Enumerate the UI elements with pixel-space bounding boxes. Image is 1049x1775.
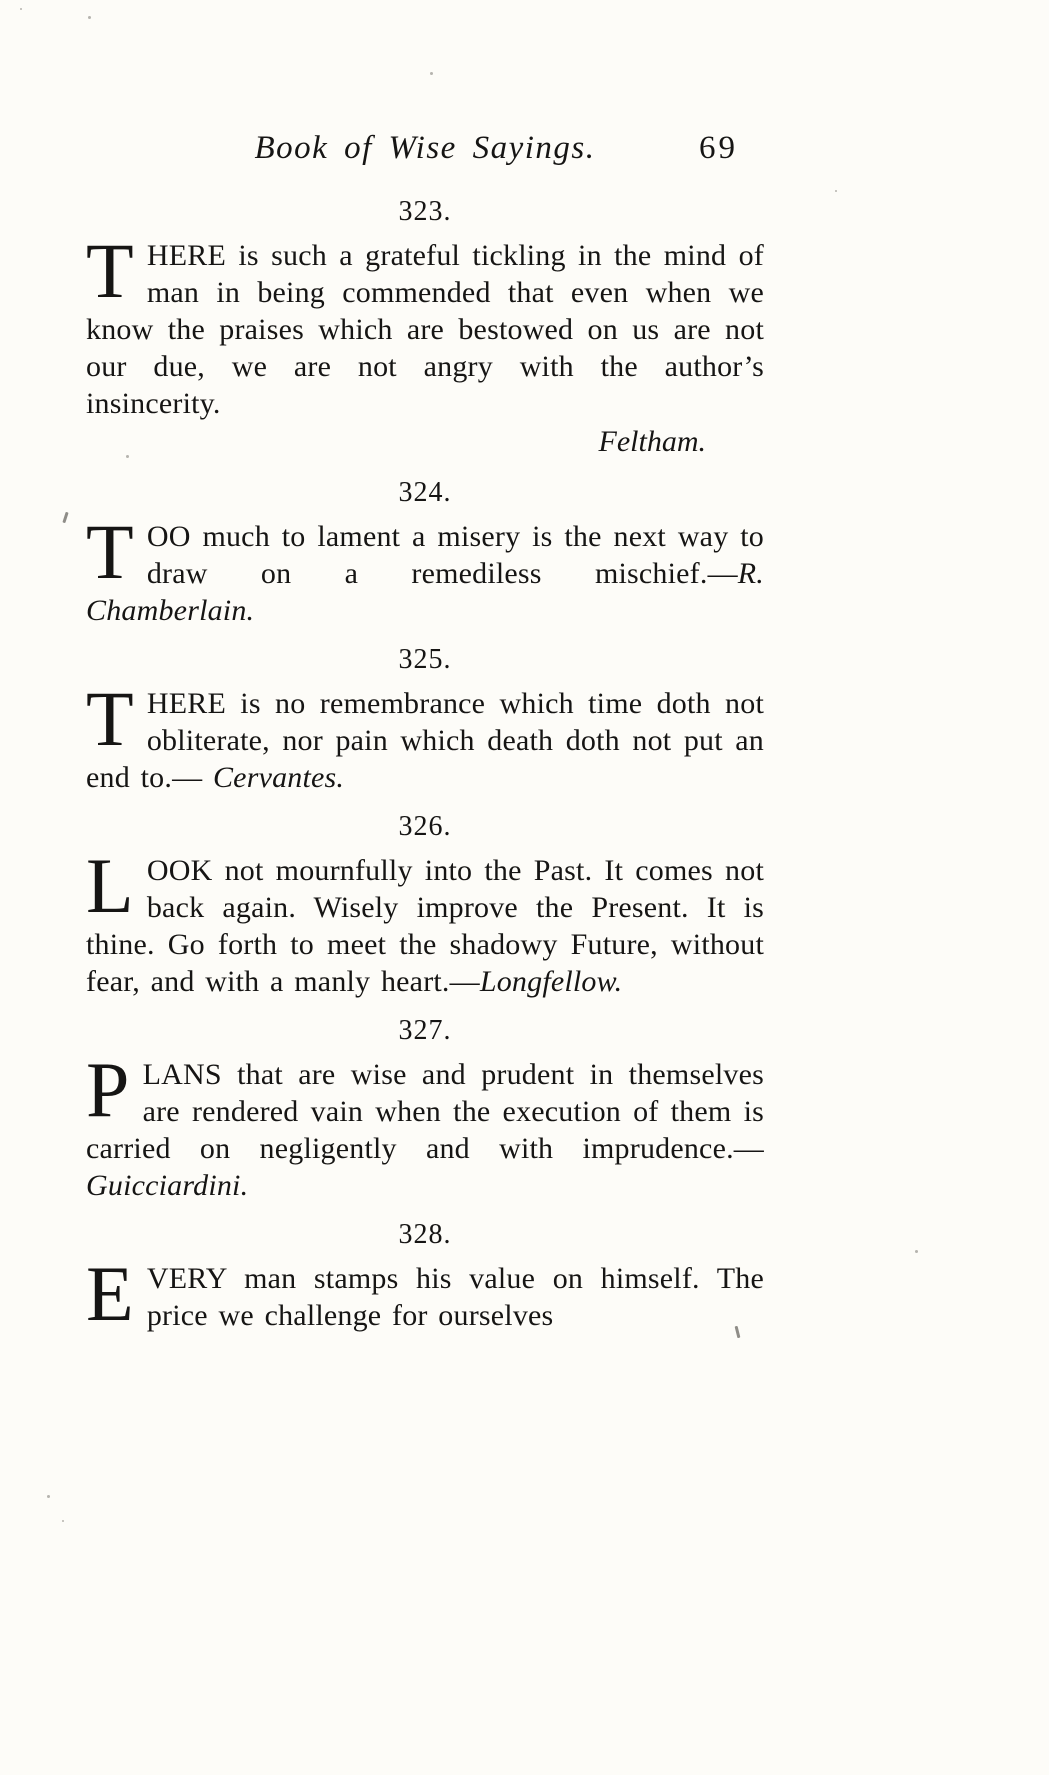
entry-number: 324. bbox=[398, 477, 452, 508]
saying-entry bbox=[86, 644, 764, 796]
attribution-name: Cervantes. bbox=[212, 761, 345, 794]
entries-container bbox=[86, 196, 764, 1337]
scan-artifact bbox=[62, 512, 68, 523]
scan-speck bbox=[430, 72, 433, 75]
saying-entry bbox=[86, 196, 764, 462]
attribution-dash: — bbox=[707, 557, 738, 590]
saying-entry bbox=[86, 1015, 764, 1204]
attribution-name: R. Chamberlain. bbox=[86, 557, 764, 627]
entry-number: 328. bbox=[398, 1219, 452, 1250]
attribution-dash: — bbox=[449, 965, 480, 998]
drop-cap: E bbox=[86, 1250, 134, 1337]
entry-number: 326. bbox=[398, 811, 452, 842]
drop-cap: T bbox=[86, 508, 134, 595]
attribution-line: Feltham. bbox=[598, 425, 706, 458]
entry-text bbox=[86, 1046, 764, 1204]
attribution-dash: — bbox=[172, 761, 213, 794]
scan-speck bbox=[62, 1520, 64, 1522]
attribution-name: Longfellow. bbox=[479, 965, 623, 998]
entry-text bbox=[86, 1250, 764, 1337]
entry-number: 323. bbox=[398, 196, 452, 227]
entry-text bbox=[86, 675, 764, 796]
entry-text bbox=[86, 842, 764, 1000]
entry-body: HERE is such a grateful tickling in the mind of man in being commended that even when we know the praises which are bestowed on us are not our due, we are not angry with the author’s insincerity. bbox=[86, 239, 764, 420]
saying-entry bbox=[86, 811, 764, 1000]
entry-body: LANS that are wise and prudent in themselves are rendered vain when the execution of them is carried on negligently and with imprudence. bbox=[86, 1058, 764, 1165]
text-column bbox=[86, 130, 764, 1337]
attribution-dash: — bbox=[733, 1132, 764, 1165]
entry-body: HERE is no remembrance which time doth not obliterate, nor pain which death doth not put an end to. bbox=[86, 687, 764, 794]
entry-body: VERY man stamps his value on himself. The price we challenge for ourselves bbox=[146, 1262, 764, 1332]
scan-speck bbox=[47, 1495, 50, 1498]
page-header bbox=[86, 130, 764, 180]
scan-speck bbox=[915, 1250, 918, 1253]
scan-speck bbox=[126, 455, 129, 458]
page-number: 69 bbox=[699, 130, 738, 166]
entry-text bbox=[86, 227, 764, 422]
saying-entry bbox=[86, 1219, 764, 1337]
drop-cap: T bbox=[86, 675, 134, 762]
scan-speck bbox=[20, 8, 22, 10]
saying-entry bbox=[86, 477, 764, 629]
entry-body: OO much to lament a misery is the next way to draw on a remediless mischief. bbox=[146, 520, 764, 590]
attribution-name: Guicciardini. bbox=[86, 1169, 249, 1202]
drop-cap: L bbox=[86, 842, 134, 929]
entry-number: 325. bbox=[398, 644, 452, 675]
entry-number: 327. bbox=[398, 1015, 452, 1046]
entry-body: OOK not mournfully into the Past. It comes not back again. Wisely improve the Present. It is thine. Go forth to meet the shadowy Future, without fear, and with a manly heart. bbox=[86, 854, 764, 998]
drop-cap: P bbox=[86, 1046, 130, 1133]
drop-cap: T bbox=[86, 227, 134, 314]
entry-text bbox=[86, 508, 764, 629]
running-title: Book of Wise Sayings. bbox=[254, 130, 596, 166]
scan-speck bbox=[835, 190, 837, 192]
scan-speck bbox=[88, 16, 91, 19]
